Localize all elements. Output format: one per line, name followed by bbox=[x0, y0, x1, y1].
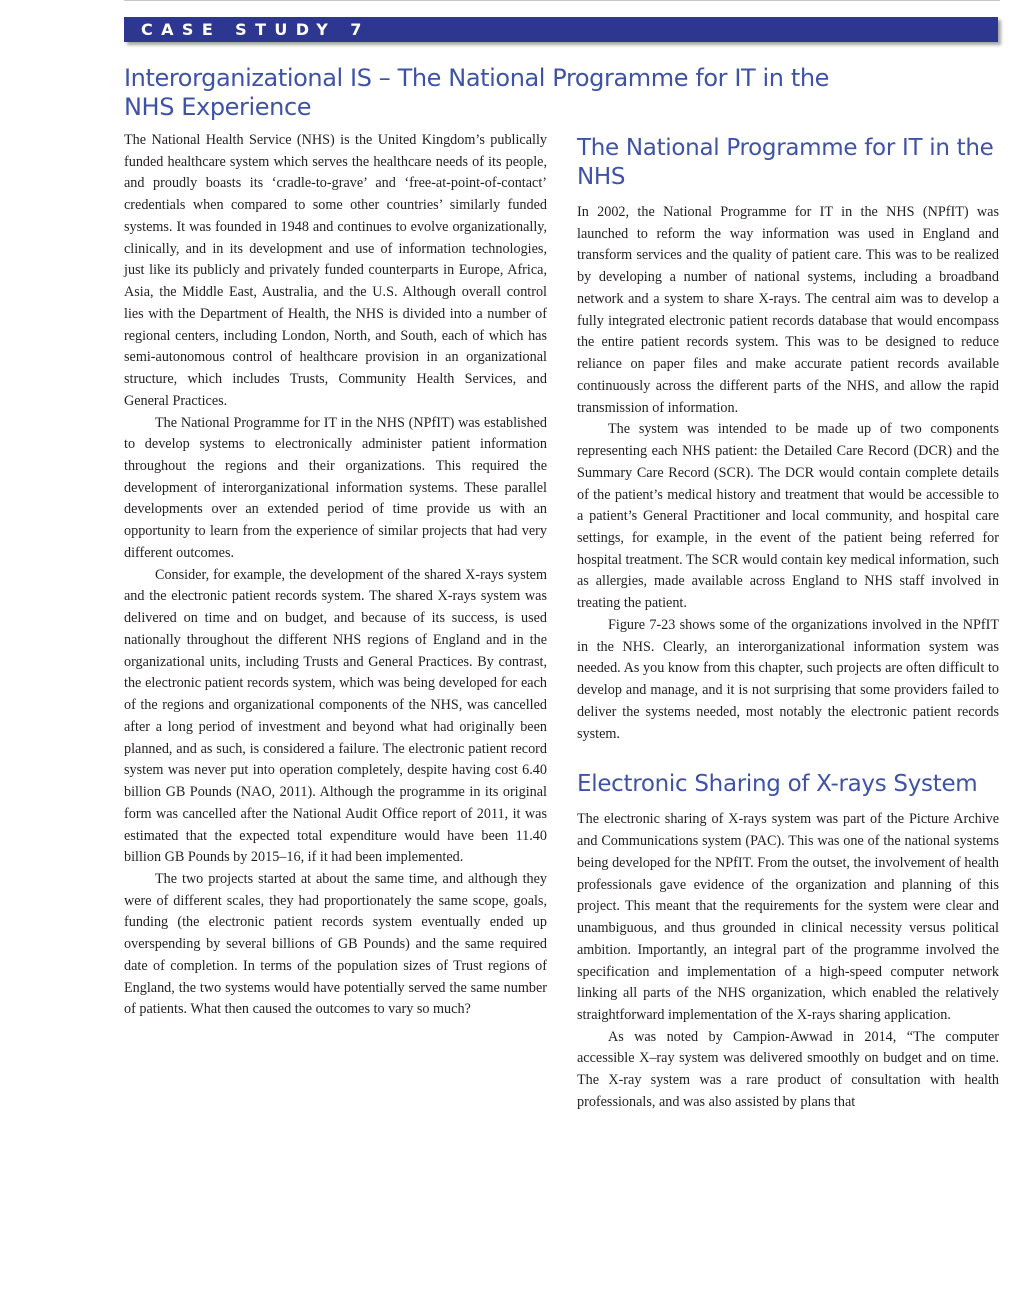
section-heading-npfit: The National Programme for IT in the NHS bbox=[577, 135, 994, 190]
left-column bbox=[124, 130, 547, 1021]
paragraph: The electronic sharing of X-rays system was part of the Picture Archive and Communications system (PAC). This was one of the national systems being developed for the NPfIT. From the outset, the involvement of health professionals gave evidence of the organization and planning of this project. This meant that the requirements for the system were clear and unambiguous, and thus grounded in clinical necessity versus political ambition. Importantly, an integral part of the programme involved the specification and implementation of a high-speed computer network linking all parts of the NHS organization, which enabled the relatively straightforward implementation of the X-rays sharing application. bbox=[577, 811, 999, 1023]
paragraph: The system was intended to be made up of two components representing each NHS patient: the Detailed Care Record (DCR) and the Summary Care Record (SCR). The DCR would contain complete details of the patient’s medical history and treatment that would be accessible to a patient’s General Practitioner and local community, and hospital care settings, for example, in the event of the patient being referred for hospital treatment. The SCR would contain key medical information, such as allergies, made available across England to NHS staff involved in treating the patient. bbox=[577, 421, 999, 612]
paragraph: Figure 7-23 shows some of the organizations involved in the NPfIT in the NHS. Clearly, an interorganizational information system was needed. As you know from this chapter, such projects are often difficult to develop and manage, and it is not surprising that some providers failed to deliver the systems needed, most notably the electronic patient records system. bbox=[577, 616, 999, 742]
paragraph: The National Health Service (NHS) is the United Kingdom’s publically funded healthcare system which serves the healthcare needs of its people, and proudly boasts its ‘cradle-to-grave’ and ‘free-at-point-of-contact’ credentials when compared to some other countries’ similarly funded systems. It was founded in 1948 and continues to evolve organizationally, clinically, and in its development and use of information technologies, just like its publicly and privately funded counterparts in Europe, Africa, Asia, the Middle East, Australia, and the U.S. Although overall control lies with the Department of Health, the NHS is divided into a number of regional centers, including London, North, and South, each of which has semi-autonomous control of healthcare provision in an organizational structure, which includes Trusts, Community Health Services, and General Practices. bbox=[124, 132, 547, 409]
article-title: Interorganizational IS – The National Programme for IT in the NHS Experience bbox=[124, 64, 830, 121]
top-rule bbox=[124, 0, 1000, 1]
paragraph: Consider, for example, the development of the shared X-rays system and the electronic patient records system. The shared X-rays system was delivered on time and on budget, and because of its success, is used nationally throughout the different NHS regions of England and in the organizational units, including Trusts and General Practices. By contrast, the electronic patient records system, which was being developed for each of the regions and organizational components of the NHS, was cancelled after a long period of investment and beyond what had originally been planned, and as such, is considered a failure. The electronic patient record system was never put into operation completely, despite having cost 6.40 billion GB Pounds (NAO, 2011). Although the programme in its original form was cancelled after the National Audit Office report of 2011, it was estimated that the expected total expenditure would have been 11.40 billion GB Pounds by 2015–16, if it had been implemented. bbox=[124, 566, 547, 866]
paragraph: As was noted by Campion-Awwad in 2014, “The computer accessible X–ray system was delivered smoothly on budget and on time. The X-ray system was a rare product of consultation with health professionals, and was also assisted by plans that bbox=[577, 1028, 999, 1110]
paragraph: The National Programme for IT in the NHS (NPfIT) was established to develop systems to electronically administer patient information throughout the regions and their organizations. This required the development of interorganizational information systems. These parallel developments over an extended period of time provide us with an opportunity to learn from the experience of similar projects that had very different outcomes. bbox=[124, 414, 547, 561]
section-heading-xrays: Electronic Sharing of X-rays System bbox=[577, 771, 978, 798]
case-study-banner bbox=[124, 17, 998, 42]
banner-label: CASE STUDY 7 bbox=[141, 20, 370, 39]
paragraph: The two projects started at about the same time, and although they were of different scales, they had proportionately the same scope, goals, funding (the electronic patient records system eventually ended up overspending by several billions of GB Pounds) and the same required date of completion. In terms of the population sizes of Trust regions of England, the two systems would have potentially served the same number of patients. What then caused the outcomes to vary so much? bbox=[124, 870, 547, 1018]
right-column bbox=[577, 134, 999, 1114]
paragraph: In 2002, the National Programme for IT in the NHS (NPfIT) was launched to reform the way information was used in England and transform services and the quality of patient care. This was to be realized by developing a number of national systems, including a broadband network and a system to share X-rays. The central aim was to develop a fully integrated electronic patient records database that would encompass the entire patient records system. This was to be designed to reduce reliance on paper files and make accurate patient records available continuously across the different parts of the NHS, and allow the rapid transmission of information. bbox=[577, 204, 999, 416]
